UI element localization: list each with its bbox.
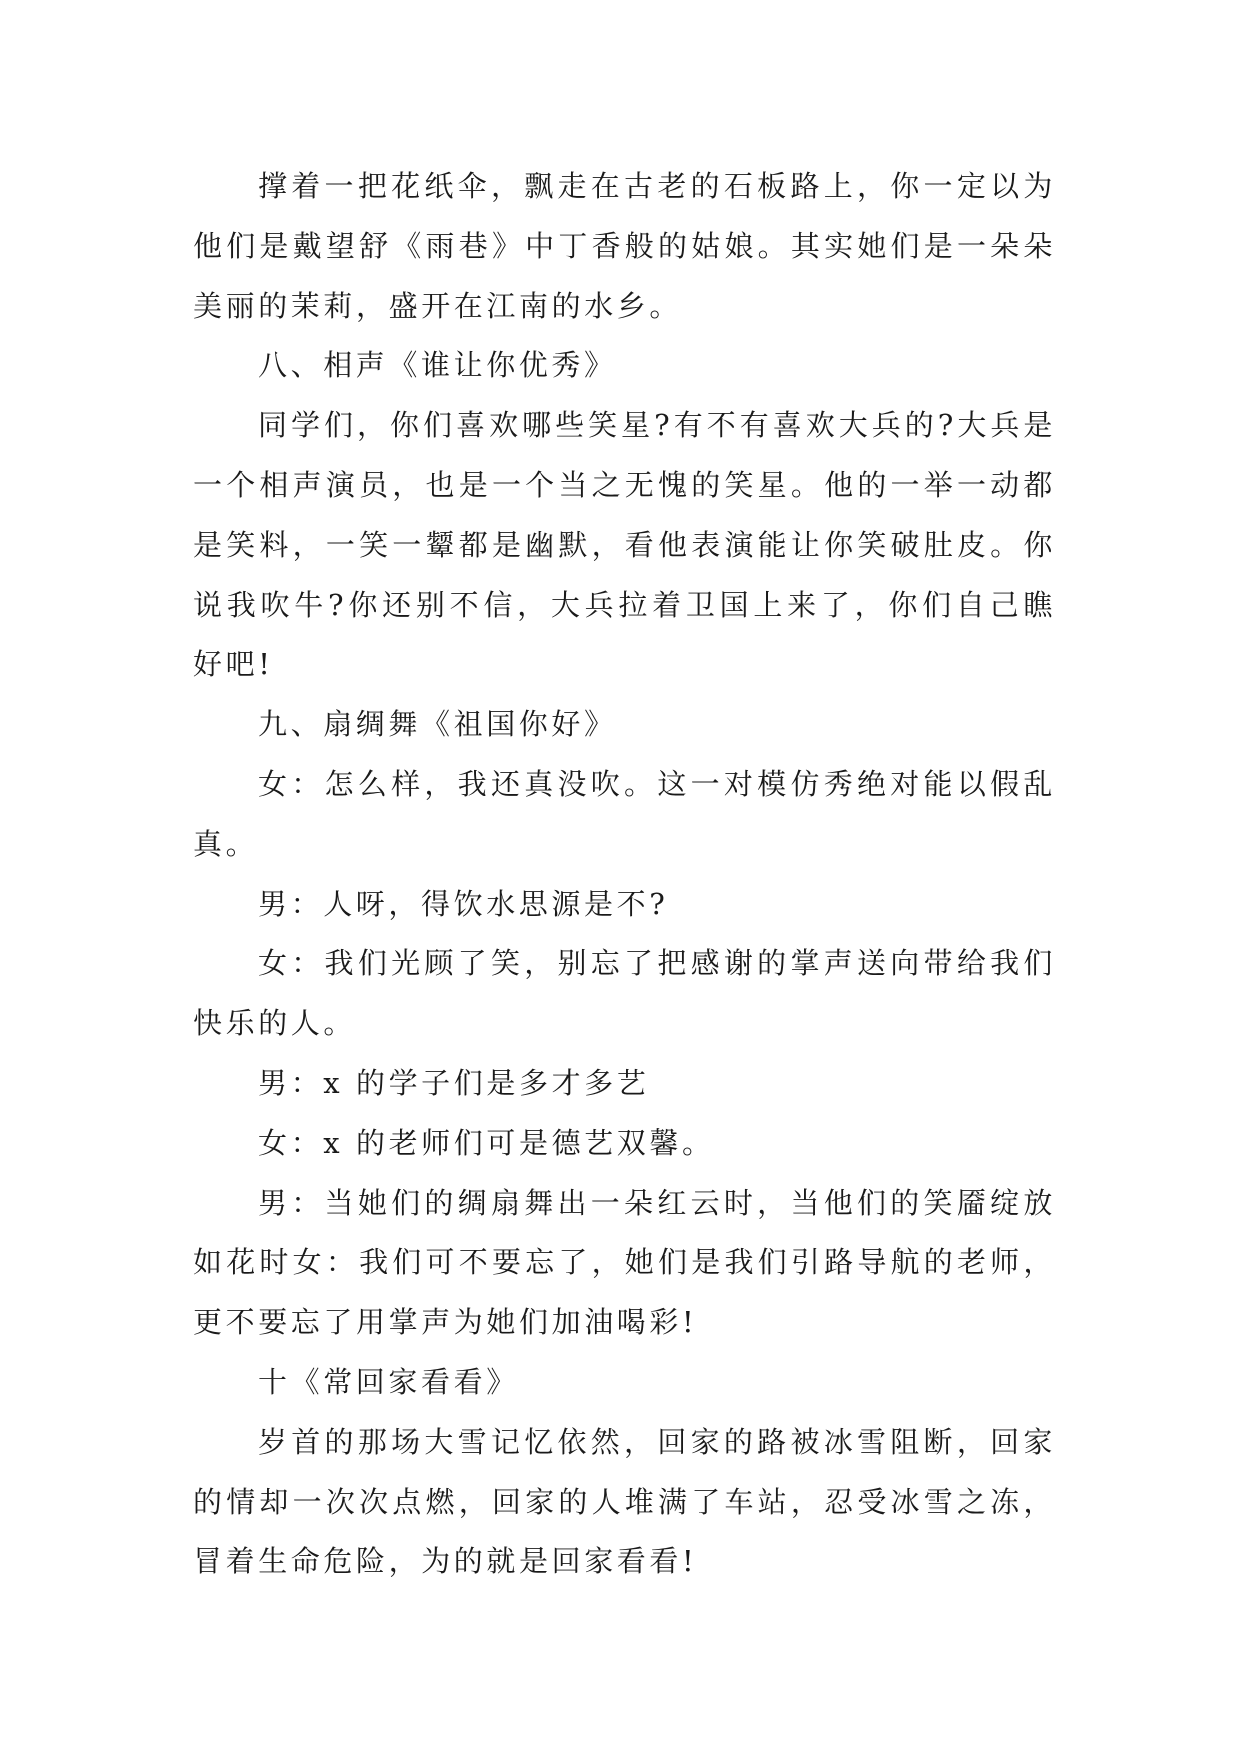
document-body — [193, 157, 1056, 1592]
paragraph: 撑着一把花纸伞，飘走在古老的石板路上，你一定以为他们是戴望舒《雨巷》中丁香般的姑娘。其实她们是一朵朵美丽的茉莉，盛开在江南的水乡。 — [193, 169, 1056, 323]
dialogue-line: 男：当她们的绸扇舞出一朵红云时，当他们的笑靥绽放如花时女：我们可不要忘了，她们是我们引路导航的老师，更不要忘了用掌声为她们加油喝彩! — [193, 1185, 1056, 1340]
dialogue-line: 男：x 的学子们是多才多艺 — [258, 1065, 650, 1100]
dialogue-line: 女：x 的老师们可是德艺双馨。 — [258, 1125, 715, 1160]
paragraph: 同学们，你们喜欢哪些笑星?有不有喜欢大兵的?大兵是一个相声演员，也是一个当之无愧的笑星。他的一举一动都是笑料，一笑一颦都是幽默，看他表演能让你笑破肚皮。你说我吹牛?你还别不信，大兵拉着卫国上来了，你们自己瞧好吧! — [193, 408, 1056, 682]
section-heading: 八、相声《谁让你优秀》 — [258, 348, 617, 383]
dialogue-line: 男：人呀，得饮水思源是不? — [258, 886, 669, 921]
paragraph: 岁首的那场大雪记忆依然，回家的路被冰雪阻断，回家的情却一次次点燃，回家的人堆满了车站，忍受冰雪之冻，冒着生命危险，为的就是回家看看! — [193, 1424, 1056, 1579]
dialogue-line: 女：我们光顾了笑，别忘了把感谢的掌声送向带给我们快乐的人。 — [193, 946, 1056, 1041]
section-heading: 十《常回家看看》 — [258, 1364, 519, 1399]
dialogue-line: 女：怎么样，我还真没吹。这一对模仿秀绝对能以假乱真。 — [193, 766, 1056, 861]
section-heading: 九、扇绸舞《祖国你好》 — [258, 707, 617, 742]
